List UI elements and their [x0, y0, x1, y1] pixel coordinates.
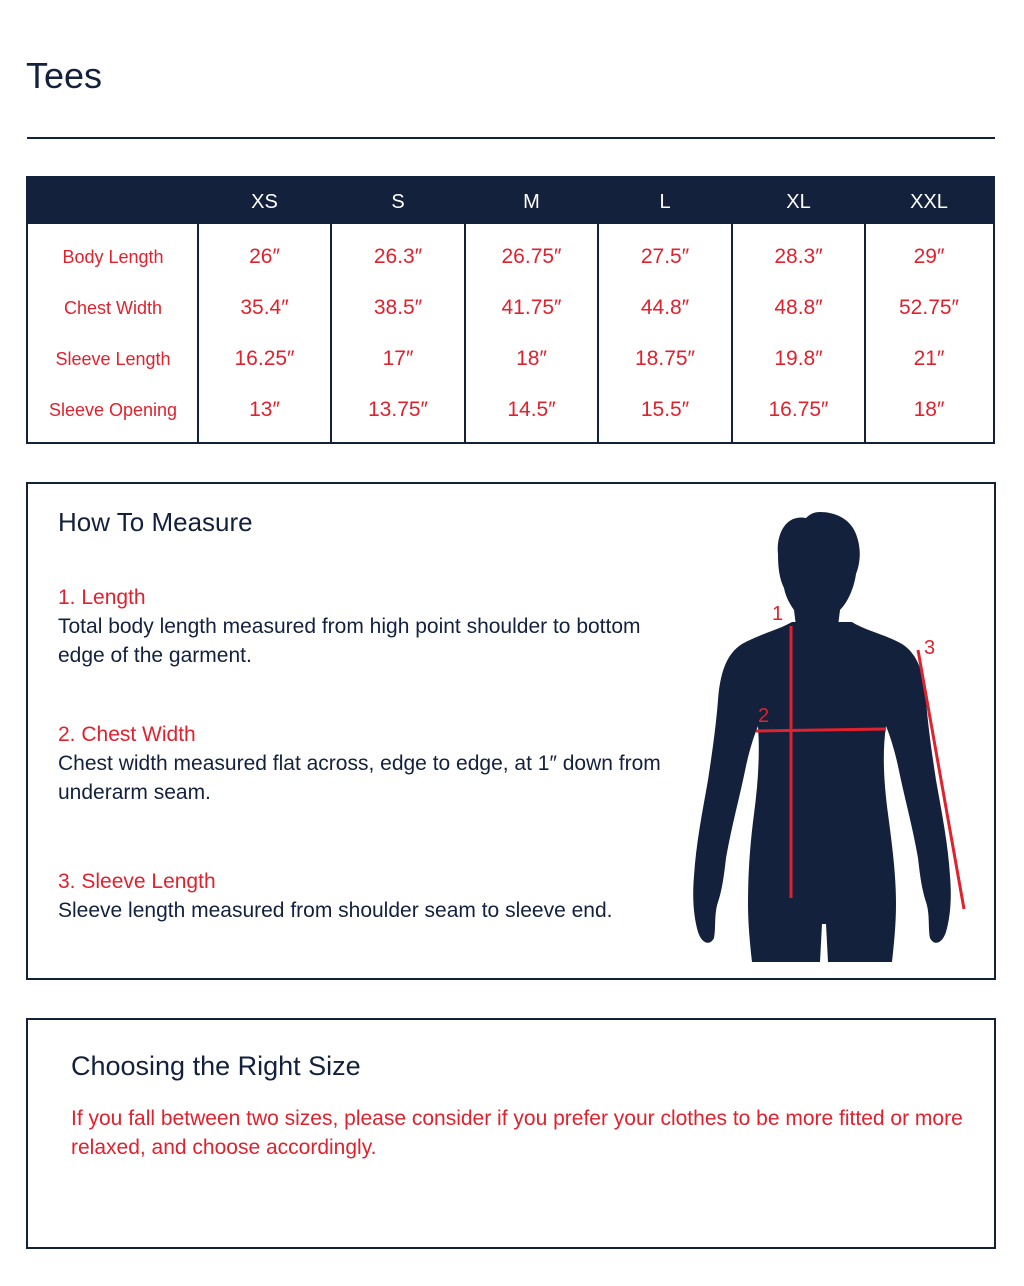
step-heading: 3. Sleeve Length — [58, 870, 216, 893]
table-cell: 41.75″ — [501, 296, 562, 319]
table-cell: 26.3″ — [373, 245, 423, 268]
table-cell: 13″ — [249, 398, 280, 421]
table-cell: 19.8″ — [774, 347, 823, 370]
table-cell: 16.75″ — [768, 398, 829, 421]
size-header-xxl: XXL — [910, 191, 948, 213]
figure-label-1: 1 — [772, 603, 784, 625]
table-cell: 27.5″ — [640, 245, 690, 268]
size-header-s: S — [391, 191, 405, 213]
table-cell: 29″ — [913, 245, 945, 268]
size-header-row — [28, 178, 993, 224]
size-header-m: M — [523, 191, 540, 213]
size-header-xl: XL — [786, 191, 811, 213]
table-cell: 48.8″ — [774, 296, 823, 319]
step-heading: 1. Length — [58, 586, 146, 609]
table-cell: 14.5″ — [507, 398, 556, 421]
measure-step-sleeve — [58, 868, 668, 925]
table-cell: 35.4″ — [240, 296, 289, 319]
choosing-size-text: If you fall between two sizes, please consider if you prefer your clothes to be more fitted or more relaxed, and choose accordingly. — [71, 1107, 963, 1159]
measure-step-length — [58, 584, 668, 670]
page-title: Tees — [26, 55, 103, 96]
table-cell: 52.75″ — [899, 296, 959, 319]
figure-label-2: 2 — [758, 705, 770, 727]
chest-width-line — [756, 729, 886, 731]
step-text: Chest width measured flat across, edge to edge, at 1″ down from underarm seam. — [58, 752, 661, 804]
size-header-xs: XS — [251, 191, 278, 213]
row-label-body-length: Body Length — [62, 247, 164, 267]
row-label-sleeve-length: Sleeve Length — [55, 349, 171, 369]
step-text: Sleeve length measured from shoulder seam to sleeve end. — [58, 899, 613, 922]
table-cell: 18″ — [516, 347, 547, 370]
table-cell: 21″ — [913, 347, 945, 370]
row-label-chest-width: Chest Width — [63, 298, 163, 318]
how-to-measure-panel — [26, 482, 996, 980]
table-cell: 26.75″ — [501, 245, 562, 268]
row-label-sleeve-opening: Sleeve Opening — [48, 400, 178, 420]
table-cell: 17″ — [382, 347, 414, 370]
size-header-l: L — [659, 191, 671, 213]
measure-step-chest — [58, 721, 668, 807]
table-cell: 13.75″ — [368, 398, 428, 421]
table-cell: 44.8″ — [640, 296, 690, 319]
choosing-size-title: Choosing the Right Size — [71, 1051, 361, 1081]
table-cell: 16.25″ — [234, 347, 295, 370]
table-cell: 18″ — [913, 398, 945, 421]
how-to-measure-title: How To Measure — [58, 507, 253, 537]
title-divider — [27, 137, 995, 139]
choosing-size-panel — [26, 1018, 996, 1249]
table-cell: 38.5″ — [373, 296, 423, 319]
table-cell: 18.75″ — [635, 347, 695, 370]
size-chart-table — [26, 176, 995, 444]
step-text: Total body length measured from high point shoulder to bottom edge of the garment. — [58, 615, 641, 667]
table-cell: 15.5″ — [640, 398, 690, 421]
body-silhouette — [693, 512, 951, 962]
table-cell: 26″ — [249, 245, 280, 268]
body-silhouette-figure — [688, 504, 988, 974]
step-heading: 2. Chest Width — [58, 723, 196, 746]
figure-label-3: 3 — [924, 637, 936, 659]
table-cell: 28.3″ — [774, 245, 823, 268]
